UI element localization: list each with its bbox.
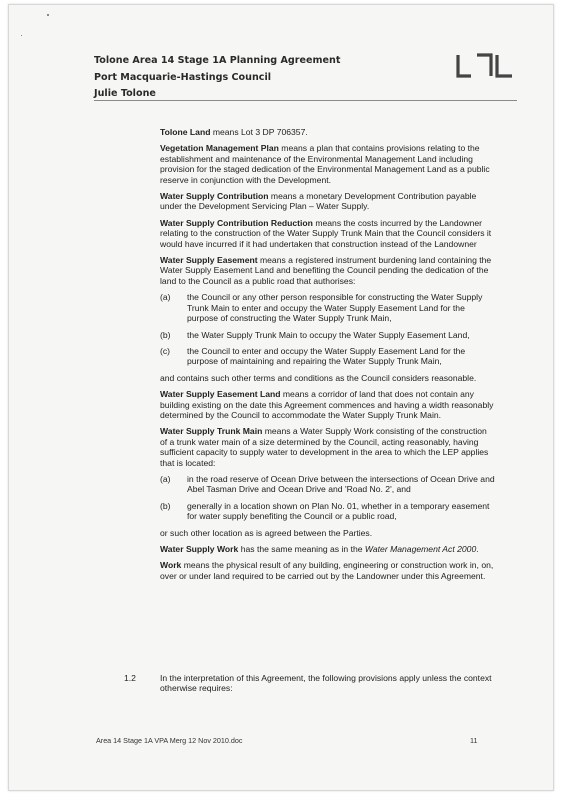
- header-divider: [94, 100, 517, 101]
- scan-speck: [47, 14, 49, 16]
- definition-work: Work means the physical result of any building, engineering or construction work in, on, over or under land required to be carried out by the Landowner under this Agreement.: [160, 560, 494, 581]
- definition-water-supply-contribution-reduction: Water Supply Contribution Reduction means the costs incurred by the Landowner relating to the construction of the Water Supply Trunk Main that the Council considers it would have incurred if it had undertaken that construction instead of the Landowner: [160, 217, 492, 249]
- definition-tolone-land: Tolone Land means Lot 3 DP 706357.: [160, 127, 308, 137]
- person-name: Julie Tolone: [94, 88, 156, 99]
- list-item: (b) the Water Supply Trunk Main to occupy the Water Supply Easement Land,: [160, 329, 470, 340]
- document-header: [94, 53, 514, 103]
- definition-water-supply-work: Water Supply Work has the same meaning as in the Water Management Act 2000.: [160, 544, 479, 554]
- definition-water-supply-contribution: Water Supply Contribution means a monetary Development Contribution payable under the Development Servicing Plan – Water Supply.: [160, 191, 477, 212]
- definition-water-supply-trunk-main: Water Supply Trunk Main means a Water Supply Work consisting of the construction of a trunk water main of a size determined by the Council, acting reasonably, having sufficient capacity to supply water to development in the area to which the LEP applies that is located:: [160, 426, 489, 468]
- clause-number: 1.2: [124, 673, 136, 683]
- agreement-title: Tolone Area 14 Stage 1A Planning Agreement: [94, 55, 341, 66]
- definition-water-supply-easement-land: Water Supply Easement Land means a corridor of land that does not contain any building existing on the date this Agreement commences and having a width reasonably determined by the Council to accommodate the Water Supply Trunk Main.: [160, 389, 494, 420]
- scan-speck: [21, 35, 22, 36]
- council-name: Port Macquarie-Hastings Council: [94, 71, 272, 83]
- footer-filename: Area 14 Stage 1A VPA Merg 12 Nov 2010.doc: [96, 736, 243, 745]
- definition-vegetation-management-plan: Vegetation Management Plan means a plan that contains provisions relating to the establishment and maintenance of the Environmental Management Land including provision for the staged dedication of the Environmental Management Land as a public reserve in conjunction with the Development.: [160, 143, 490, 185]
- list-item: (c) the Council to enter and occupy the Water Supply Easement Land for the purpose of maintaining and repairing the Water Supply Trunk Main,: [160, 345, 466, 367]
- easement-tail: and contains such other terms and conditions as the Council considers reasonable.: [160, 372, 477, 383]
- clause-text: In the interpretation of this Agreement, the following provisions apply unless the context otherwise requires:: [160, 673, 492, 694]
- trunk-tail: or such other location as is agreed between the Parties.: [160, 527, 373, 538]
- list-item: (a) in the road reserve of Ocean Drive between the intersections of Ocean Drive and Abel Tasman Drive and Ocean Drive and 'Road No. 2', and: [160, 473, 495, 495]
- definition-water-supply-easement: Water Supply Easement means a registered instrument burdening land containing the Water Supply Easement Land and benefiting the Council pending the dedication of the land to the Council as a public road that authorises:: [160, 255, 492, 286]
- list-item: (b) generally in a location shown on Plan No. 01, whether in a temporary easement for water supply benefiting the Council or a public road,: [160, 500, 490, 522]
- ltl-logo: [455, 53, 515, 79]
- list-item: (a) the Council or any other person responsible for constructing the Water Supply Trunk Main to enter and occupy the Water Supply Easement Land for the purpose of constructing the Water Supply Trunk Main,: [160, 292, 483, 324]
- definitions-body: [160, 127, 496, 587]
- page-number: 11: [470, 736, 478, 745]
